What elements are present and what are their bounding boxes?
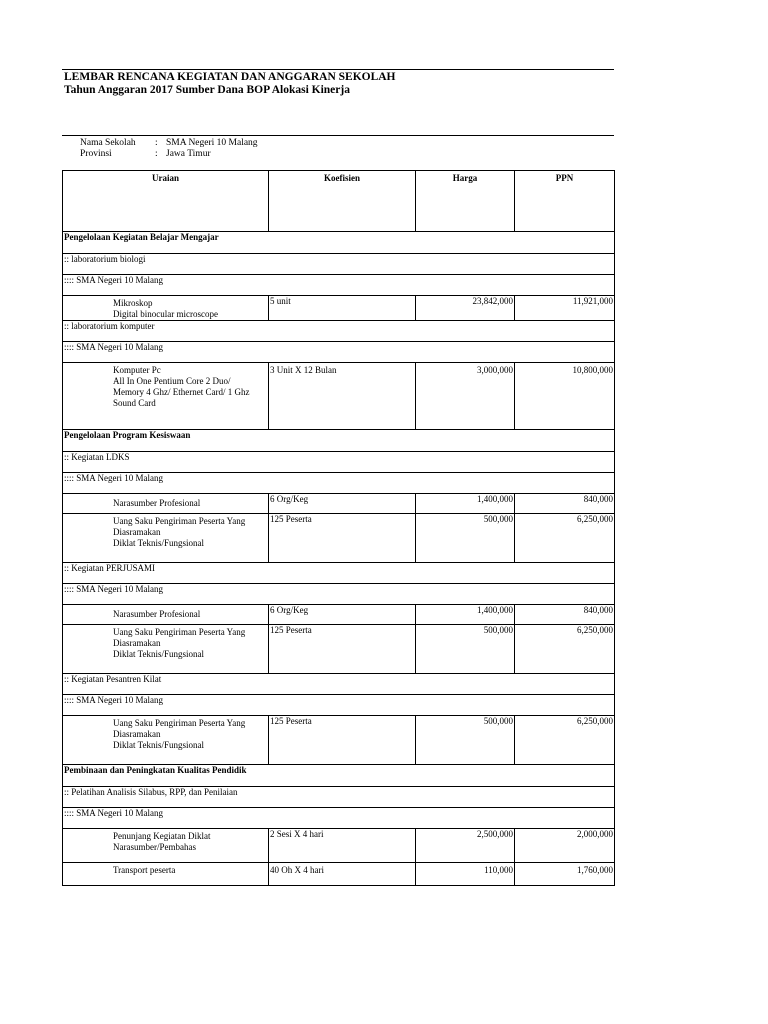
- item-ppn: 6,250,000: [515, 716, 615, 765]
- item-ppn: 1,760,000: [515, 863, 615, 886]
- item-description: [63, 863, 269, 886]
- activity-row: [63, 254, 615, 275]
- province-separator: :: [155, 149, 158, 159]
- section-title: Pengelolaan Program Kesiswaan: [63, 430, 615, 452]
- item-description: [63, 625, 269, 674]
- item-row: [63, 514, 615, 563]
- item-harga: 110,000: [416, 863, 515, 886]
- item-ppn: 11,921,000: [515, 296, 615, 321]
- item-koefisien: 125 Peserta: [269, 514, 416, 563]
- activity-title: :: Kegiatan LDKS: [63, 452, 615, 473]
- item-description: [63, 296, 269, 321]
- item-description: [63, 363, 269, 430]
- school-title: :::: SMA Negeri 10 Malang: [63, 808, 615, 829]
- item-row: [63, 716, 615, 765]
- item-description-line: Diasramakan: [113, 729, 161, 739]
- item-ppn: 6,250,000: [515, 514, 615, 563]
- item-harga: 1,400,000: [416, 605, 515, 625]
- item-description: [63, 716, 269, 765]
- item-ppn: 6,250,000: [515, 625, 615, 674]
- item-row: [63, 625, 615, 674]
- item-harga: 500,000: [416, 514, 515, 563]
- item-description-line: Komputer Pc: [113, 365, 161, 375]
- item-row: [63, 605, 615, 625]
- item-koefisien: 5 unit: [269, 296, 416, 321]
- school-name-value: SMA Negeri 10 Malang: [166, 138, 258, 148]
- item-description-line: Uang Saku Pengiriman Peserta Yang: [113, 516, 246, 526]
- column-header-harga: Harga: [416, 171, 515, 232]
- activity-title: :: Kegiatan PERJUSAMI: [63, 563, 615, 584]
- school-title: :::: SMA Negeri 10 Malang: [63, 695, 615, 716]
- item-description-line: Transport peserta: [113, 865, 176, 875]
- item-description-line: Digital binocular microscope: [113, 309, 218, 319]
- item-description: [63, 514, 269, 563]
- school-row: [63, 808, 615, 829]
- item-harga: 500,000: [416, 625, 515, 674]
- table-header-row: [63, 171, 615, 232]
- column-header-koefisien: Koefisien: [269, 171, 416, 232]
- item-description-line: Diklat Teknis/Fungsional: [113, 649, 204, 659]
- school-title: :::: SMA Negeri 10 Malang: [63, 584, 615, 605]
- document-subtitle: Tahun Anggaran 2017 Sumber Dana BOP Alokasi Kinerja: [64, 84, 350, 96]
- column-header-uraian: Uraian: [63, 171, 269, 232]
- activity-row: [63, 563, 615, 584]
- school-name-separator: :: [155, 138, 158, 148]
- school-title: :::: SMA Negeri 10 Malang: [63, 342, 615, 363]
- school-title: :::: SMA Negeri 10 Malang: [63, 473, 615, 494]
- item-description-line: Uang Saku Pengiriman Peserta Yang: [113, 718, 246, 728]
- school-row: [63, 473, 615, 494]
- item-koefisien: 125 Peserta: [269, 716, 416, 765]
- activity-title: :: Pelatihan Analisis Silabus, RPP, dan Penilaian: [63, 787, 615, 808]
- document-title: LEMBAR RENCANA KEGIATAN DAN ANGGARAN SEKOLAH: [64, 71, 396, 83]
- activity-row: [63, 452, 615, 473]
- item-description-line: Sound Card: [113, 398, 156, 408]
- item-harga: 2,500,000: [416, 829, 515, 863]
- item-description-line: Diasramakan: [113, 638, 161, 648]
- item-ppn: 840,000: [515, 605, 615, 625]
- item-harga: 500,000: [416, 716, 515, 765]
- item-description-line: All In One Pentium Core 2 Duo/: [113, 376, 231, 386]
- school-row: [63, 275, 615, 296]
- item-description: [63, 494, 269, 514]
- column-header-ppn: PPN: [515, 171, 615, 232]
- item-description-line: Diklat Teknis/Fungsional: [113, 538, 204, 548]
- item-row: [63, 296, 615, 321]
- item-row: [63, 363, 615, 430]
- activity-title: :: laboratorium biologi: [63, 254, 615, 275]
- item-description-line: Narasumber Profesional: [113, 498, 201, 508]
- top-rule: [62, 69, 614, 70]
- activity-title: :: Kegiatan Pesantren Kilat: [63, 674, 615, 695]
- item-description-line: Mikroskop: [113, 298, 153, 308]
- section-title: Pembinaan dan Peningkatan Kualitas Pendidik: [63, 765, 615, 787]
- item-row: [63, 494, 615, 514]
- item-harga: 23,842,000: [416, 296, 515, 321]
- item-koefisien: 3 Unit X 12 Bulan: [269, 363, 416, 430]
- item-description-line: Memory 4 Ghz/ Ethernet Card/ 1 Ghz: [113, 387, 250, 397]
- school-row: [63, 584, 615, 605]
- item-koefisien: 6 Org/Keg: [269, 494, 416, 514]
- item-description-line: Diasramakan: [113, 527, 161, 537]
- item-ppn: 10,800,000: [515, 363, 615, 430]
- item-description-line: Narasumber Profesional: [113, 609, 201, 619]
- item-koefisien: 2 Sesi X 4 hari: [269, 829, 416, 863]
- item-description-line: Penunjang Kegiatan Diklat: [113, 831, 211, 841]
- section-row: [63, 232, 615, 254]
- item-harga: 1,400,000: [416, 494, 515, 514]
- province-label: Provinsi: [80, 149, 112, 159]
- item-koefisien: 40 Oh X 4 hari: [269, 863, 416, 886]
- activity-row: [63, 787, 615, 808]
- item-ppn: 840,000: [515, 494, 615, 514]
- item-description-line: Diklat Teknis/Fungsional: [113, 740, 204, 750]
- item-koefisien: 125 Peserta: [269, 625, 416, 674]
- budget-table: [62, 170, 615, 886]
- item-koefisien: 6 Org/Keg: [269, 605, 416, 625]
- school-title: :::: SMA Negeri 10 Malang: [63, 275, 615, 296]
- item-description: [63, 605, 269, 625]
- section-row: [63, 765, 615, 787]
- activity-row: [63, 321, 615, 342]
- header-rule: [62, 135, 614, 136]
- section-row: [63, 430, 615, 452]
- item-ppn: 2,000,000: [515, 829, 615, 863]
- school-row: [63, 695, 615, 716]
- item-description-line: Narasumber/Pembahas: [113, 842, 196, 852]
- item-harga: 3,000,000: [416, 363, 515, 430]
- province-value: Jawa Timur: [166, 149, 211, 159]
- item-description: [63, 829, 269, 863]
- item-row: [63, 829, 615, 863]
- activity-row: [63, 674, 615, 695]
- item-description-line: Uang Saku Pengiriman Peserta Yang: [113, 627, 246, 637]
- school-row: [63, 342, 615, 363]
- section-title: Pengelolaan Kegiatan Belajar Mengajar: [63, 232, 615, 254]
- item-row: [63, 863, 615, 886]
- table-body: [63, 232, 615, 886]
- school-name-label: Nama Sekolah: [80, 138, 136, 148]
- activity-title: :: laboratorium komputer: [63, 321, 615, 342]
